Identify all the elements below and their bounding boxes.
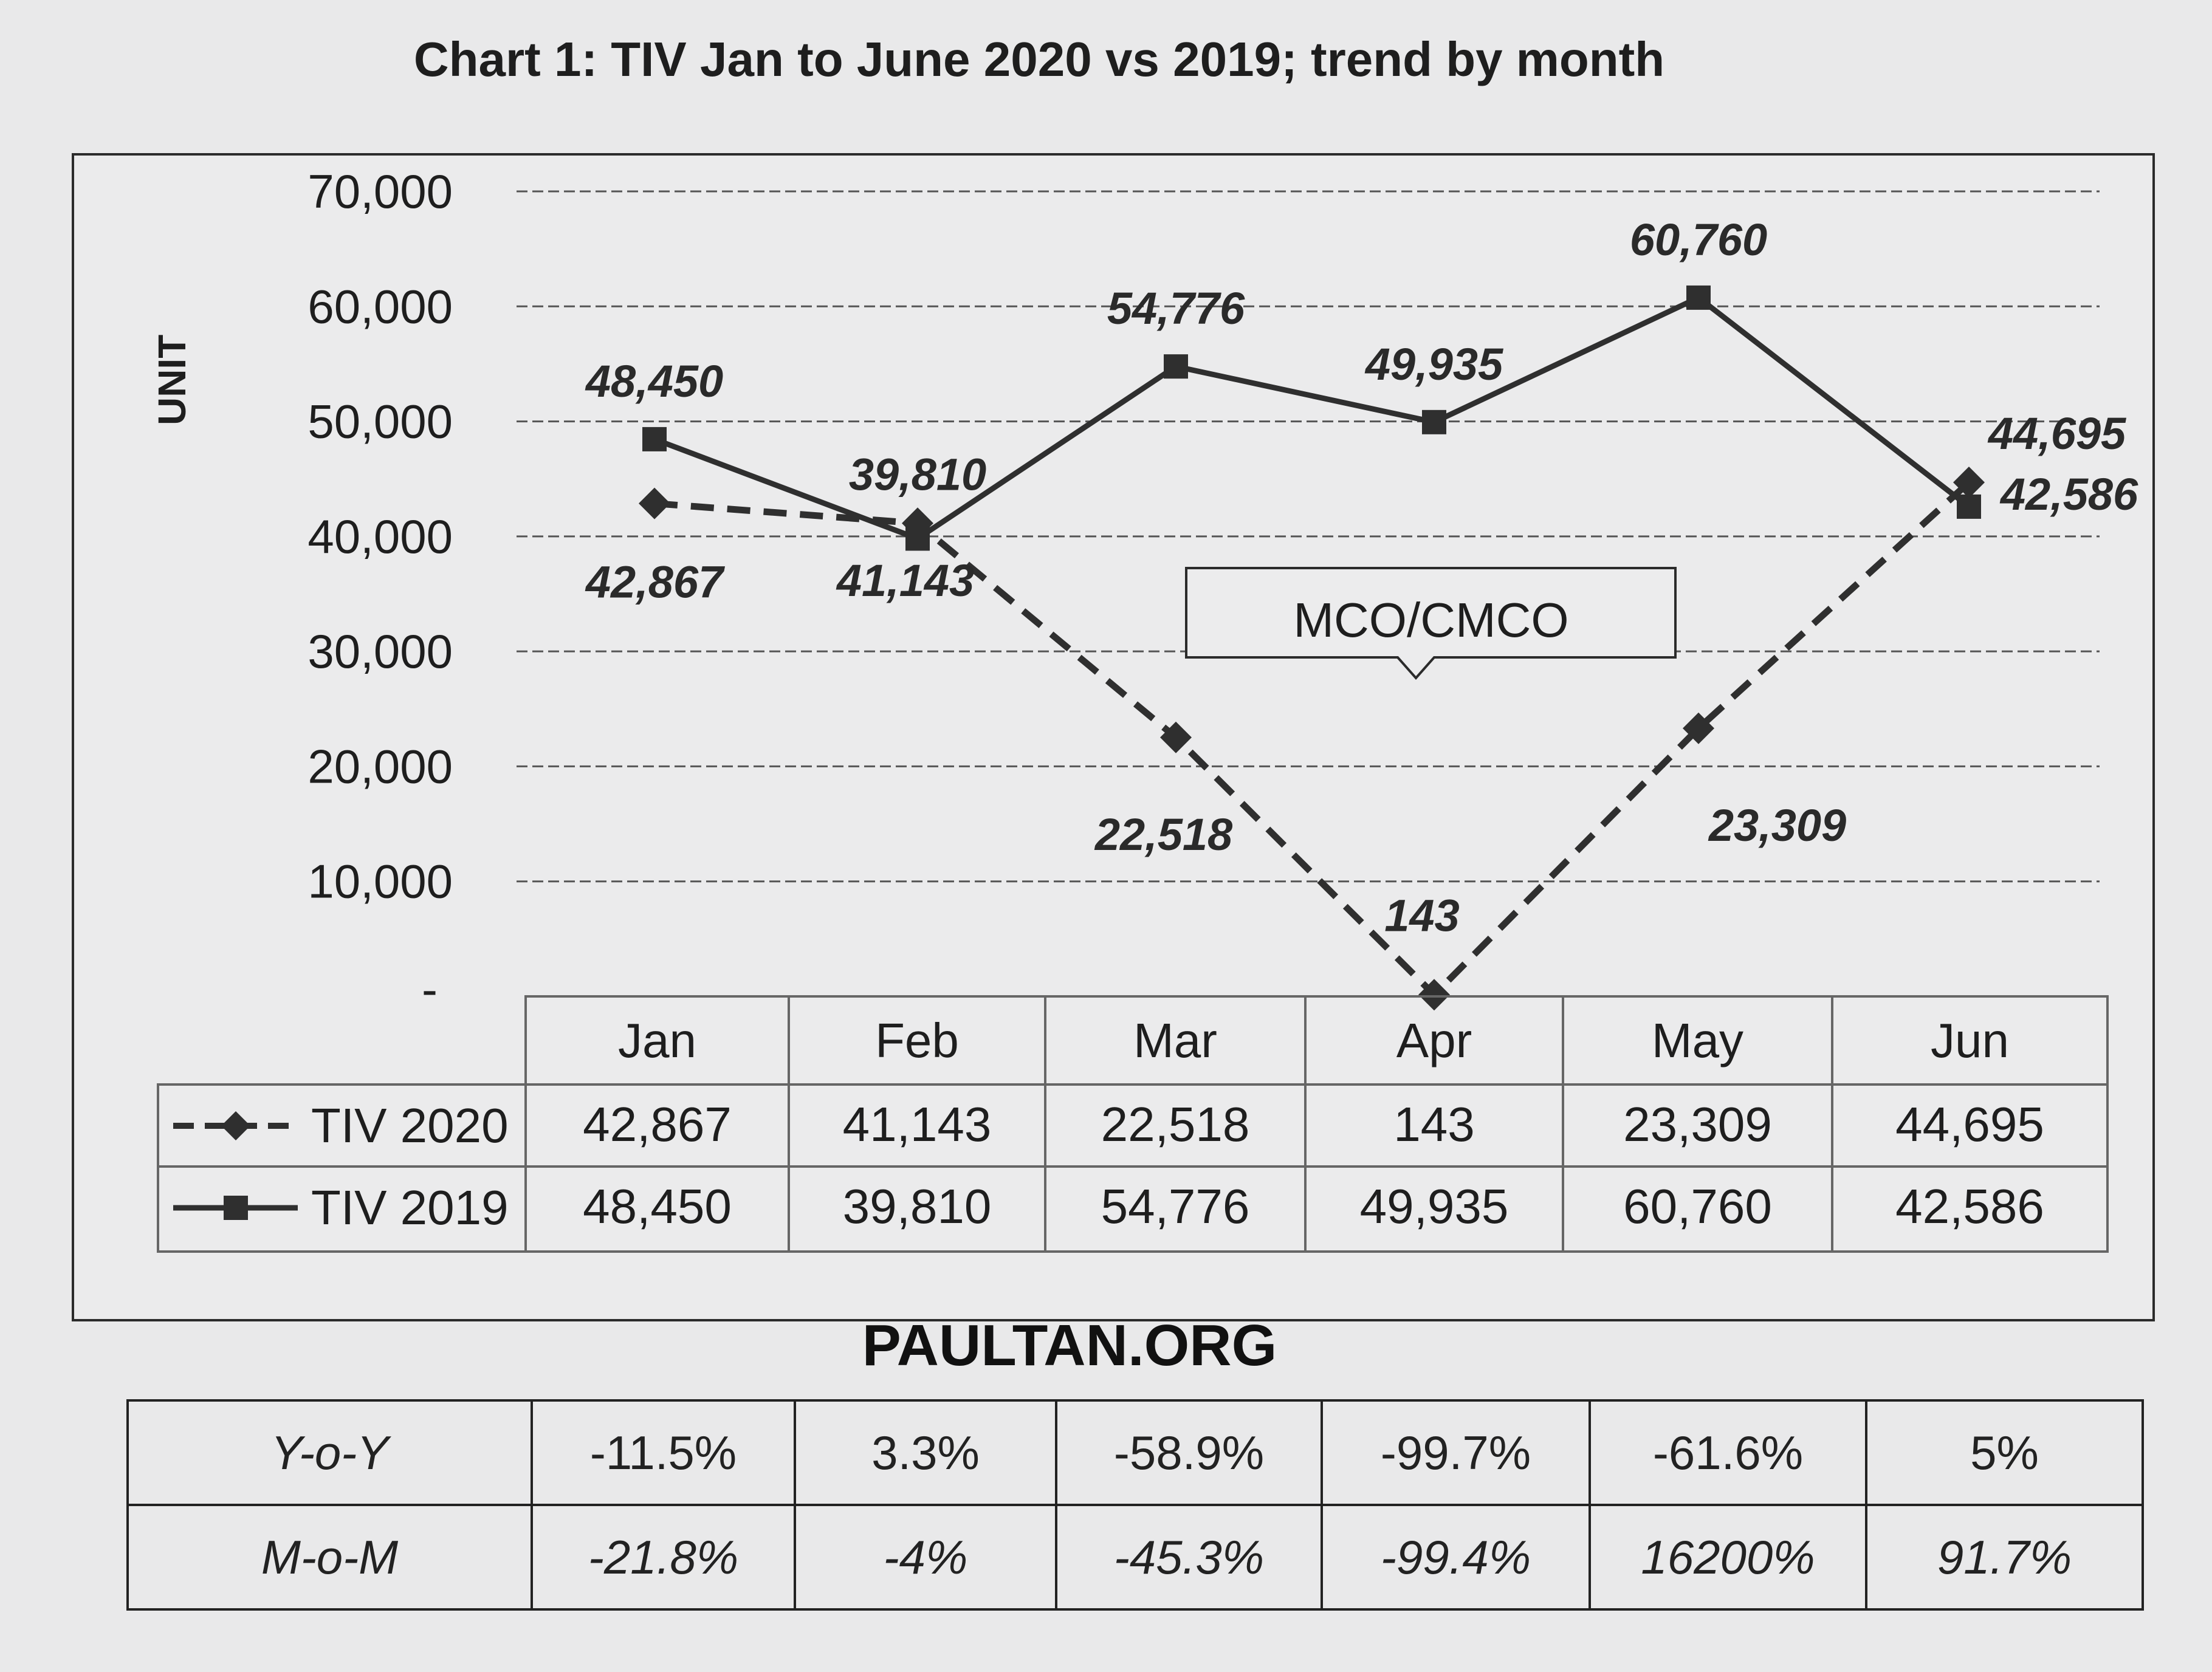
data-label-tiv-2020: 41,143 xyxy=(836,555,975,606)
x-tick-label: Mar xyxy=(1133,1013,1217,1067)
mom-jan: -21.8% xyxy=(532,1505,795,1609)
legend-marker-diamond xyxy=(221,1111,250,1140)
data-label-tiv-2019: 42,586 xyxy=(2000,468,2138,519)
mom-feb: -4% xyxy=(795,1505,1056,1609)
x-tick-label: Jan xyxy=(618,1013,696,1067)
y-tick-label: 60,000 xyxy=(307,279,453,334)
table-row-yoy xyxy=(128,1400,2143,1505)
growth-table xyxy=(126,1399,2144,1611)
annotation-text: MCO/CMCO xyxy=(1293,593,1569,647)
watermark: PAULTAN.ORG xyxy=(862,1313,1277,1378)
table-cell-tiv-2020: 23,309 xyxy=(1623,1097,1772,1151)
row-label-yoy: Y-o-Y xyxy=(128,1400,532,1505)
marker-square xyxy=(1164,354,1188,379)
y-axis-ticks xyxy=(307,165,453,1016)
legend-label-tiv-2019: TIV 2019 xyxy=(311,1180,509,1235)
data-label-tiv-2020: 44,695 xyxy=(1988,408,2126,459)
mom-jun: 91.7% xyxy=(1866,1505,2143,1609)
table-cell-tiv-2019: 39,810 xyxy=(842,1179,992,1233)
table-cell-tiv-2020: 42,867 xyxy=(583,1097,732,1151)
y-tick-label: 40,000 xyxy=(307,509,453,563)
legend-label-tiv-2020: TIV 2020 xyxy=(311,1098,509,1153)
marker-square xyxy=(642,427,667,451)
x-tick-label: Apr xyxy=(1396,1013,1472,1067)
table-cell-tiv-2019: 54,776 xyxy=(1101,1179,1250,1233)
table-cell-tiv-2019: 42,586 xyxy=(1895,1179,2044,1233)
marker-square xyxy=(1422,410,1446,434)
y-tick-label: 20,000 xyxy=(307,739,453,793)
mom-apr: -99.4% xyxy=(1322,1505,1590,1609)
table-cell-tiv-2019: 49,935 xyxy=(1359,1179,1509,1233)
table-cell-tiv-2020: 143 xyxy=(1393,1097,1475,1151)
table-cell-tiv-2020: 41,143 xyxy=(842,1097,992,1151)
yoy-apr: -99.7% xyxy=(1322,1400,1590,1505)
data-label-tiv-2019: 54,776 xyxy=(1107,283,1245,334)
x-tick-label: Jun xyxy=(1931,1013,2009,1067)
annotation-callout xyxy=(1186,568,1675,678)
data-label-tiv-2020: 23,309 xyxy=(1708,800,1847,851)
data-label-tiv-2020: 22,518 xyxy=(1094,809,1233,860)
data-label-tiv-2020: 42,867 xyxy=(585,557,724,608)
gridlines xyxy=(517,191,2100,882)
table-row-mom xyxy=(128,1505,2143,1609)
y-tick-label: 70,000 xyxy=(307,165,453,218)
yoy-may: -61.6% xyxy=(1590,1400,1866,1505)
chart-title: Chart 1: TIV Jan to June 2020 vs 2019; trend by month xyxy=(413,32,1665,86)
y-axis-label: UNIT xyxy=(150,334,194,425)
x-tick-label: May xyxy=(1651,1013,1744,1067)
mom-may: 16200% xyxy=(1590,1505,1866,1609)
mom-mar: -45.3% xyxy=(1056,1505,1322,1609)
y-tick-label: 50,000 xyxy=(307,394,453,448)
series-line-tiv-2019 xyxy=(654,298,1969,539)
yoy-jun: 5% xyxy=(1866,1400,2143,1505)
data-label-tiv-2019: 39,810 xyxy=(848,449,987,500)
data-label-tiv-2019: 48,450 xyxy=(585,355,724,406)
marker-diamond xyxy=(639,488,670,519)
legend-marker-square xyxy=(224,1196,248,1220)
marker-square xyxy=(1686,286,1711,310)
y-tick-label: 30,000 xyxy=(307,625,453,679)
yoy-jan: -11.5% xyxy=(532,1400,795,1505)
data-label-tiv-2019: 49,935 xyxy=(1365,338,1503,389)
yoy-mar: -58.9% xyxy=(1056,1400,1322,1505)
y-tick-label: 10,000 xyxy=(307,854,453,908)
table-cell-tiv-2019: 60,760 xyxy=(1623,1179,1772,1233)
data-table xyxy=(158,996,2107,1252)
row-label-mom: M-o-M xyxy=(128,1505,532,1609)
table-cell-tiv-2020: 22,518 xyxy=(1101,1097,1250,1151)
table-cell-tiv-2019: 48,450 xyxy=(583,1179,732,1233)
y-tick-label: - xyxy=(422,962,438,1016)
table-cell-tiv-2020: 44,695 xyxy=(1895,1097,2044,1151)
yoy-feb: 3.3% xyxy=(795,1400,1056,1505)
data-label-tiv-2020: 143 xyxy=(1384,890,1460,941)
x-tick-label: Feb xyxy=(875,1013,959,1067)
data-label-tiv-2019: 60,760 xyxy=(1629,214,1768,265)
